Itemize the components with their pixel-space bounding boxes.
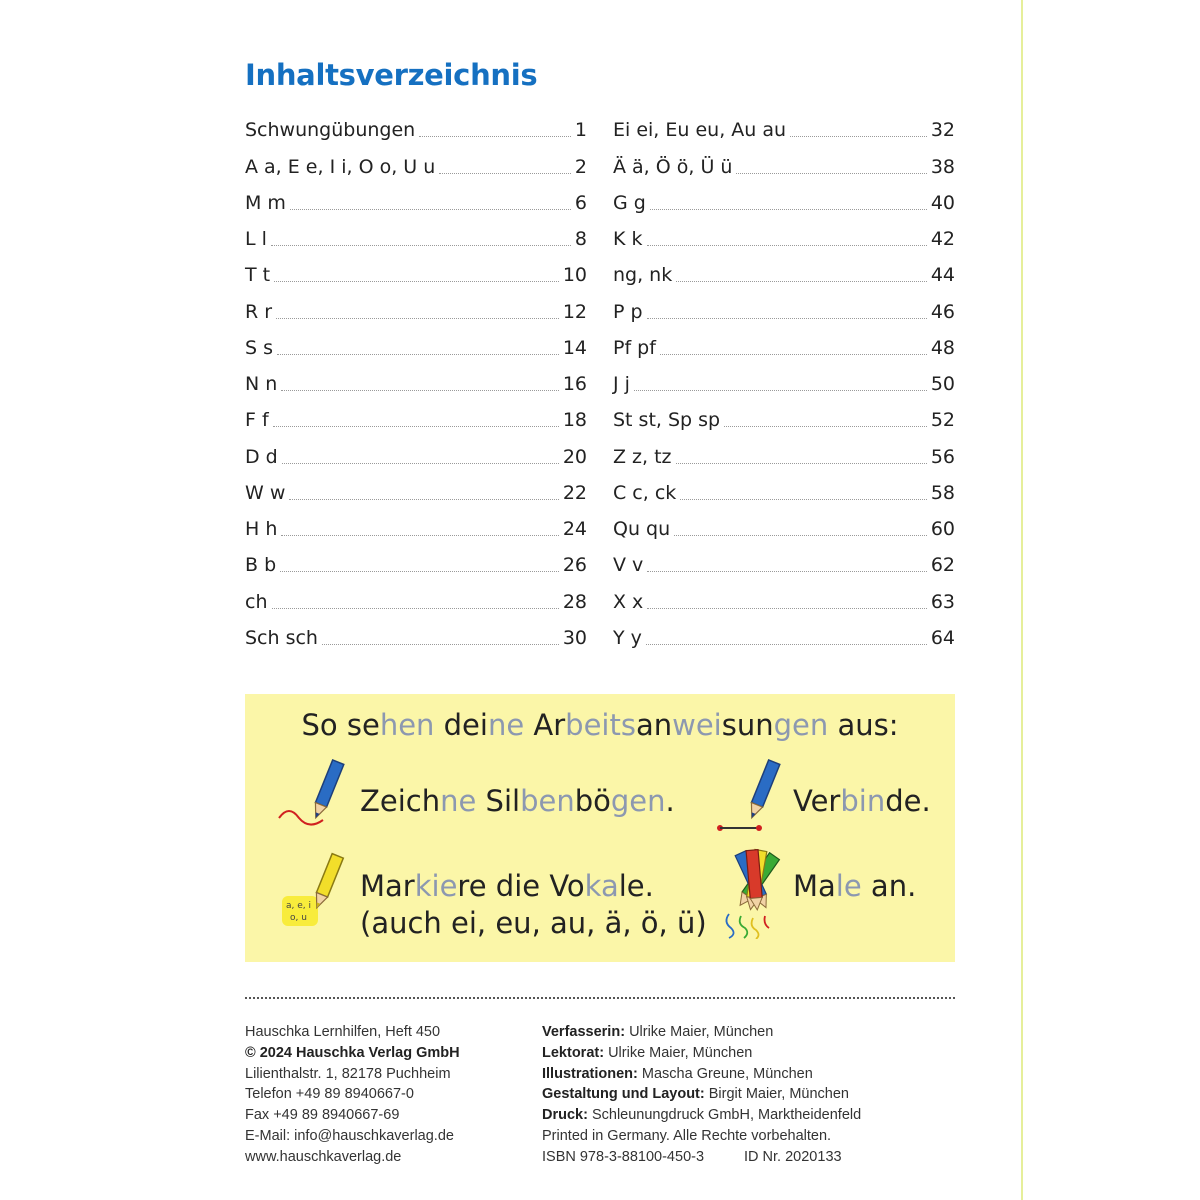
toc-entry-label: ng, nk <box>613 266 672 289</box>
imprint-credit-label: Lektorat: <box>542 1044 605 1061</box>
instruction-connect <box>793 783 931 819</box>
syllable: Sil <box>485 784 521 818</box>
syllable: ka <box>584 869 619 903</box>
toc-entry <box>245 217 587 253</box>
colored-pencils-icon <box>715 844 795 939</box>
toc-entry <box>245 507 587 543</box>
imprint-credit-label: Druck: <box>542 1107 588 1124</box>
toc-entry-page: 1 <box>574 119 587 142</box>
imprint-credit-label: Verfasserin: <box>542 1024 626 1040</box>
isbn: ISBN 978-3-88100-450-3 <box>542 1148 705 1165</box>
syllable: So <box>301 708 338 742</box>
imprint-line: Telefon +49 89 8940667-0 <box>245 1086 414 1103</box>
toc-dot-leader <box>676 463 927 464</box>
syllable: re <box>457 869 487 903</box>
toc-entry <box>613 181 955 217</box>
imprint-credit-row <box>542 1105 861 1126</box>
imprint-credit-row <box>542 1022 861 1043</box>
toc-entry-page: 60 <box>930 518 955 540</box>
toc-entry-label: Ei ei, Eu eu, Au au <box>613 121 786 144</box>
toc-entry-label: N n <box>245 375 277 398</box>
imprint-line: Lilienthalstr. 1, 82178 Puchheim <box>245 1065 451 1082</box>
toc-entry <box>613 326 955 362</box>
syllable: se <box>346 708 380 742</box>
syllable: ben <box>520 784 575 818</box>
toc-entry-page: 26 <box>562 554 587 577</box>
imprint-credit-value: Ulrike Maier, München <box>608 1044 753 1061</box>
toc-entry-label: P p <box>613 303 643 326</box>
toc-dot-leader <box>280 571 559 572</box>
toc-entry-label: X x <box>613 593 643 616</box>
toc-entry-page: 20 <box>562 445 587 468</box>
toc-entry <box>613 616 955 652</box>
imprint-credits <box>542 1022 861 1168</box>
toc-entry-label: G g <box>613 194 646 217</box>
instruction-mark-vowels <box>360 868 654 904</box>
toc-entry <box>613 144 955 180</box>
toc-entry <box>245 362 587 398</box>
toc-entry-label: St st, Sp sp <box>613 411 720 434</box>
imprint-credit-value: Printed in Germany. Alle Rechte vorbehalten. <box>542 1127 832 1144</box>
toc-entry-page: 44 <box>930 264 955 287</box>
toc-entry-page: 18 <box>562 409 587 432</box>
imprint-credit-value: Birgit Maier, München <box>708 1086 849 1103</box>
toc-entry-page: 12 <box>562 300 587 323</box>
toc-entry-page: 16 <box>562 373 587 395</box>
toc-entry-page: 2 <box>574 155 587 178</box>
toc-entry-page: 50 <box>930 373 955 395</box>
toc-dot-leader <box>724 426 927 427</box>
toc-entry-page: 40 <box>930 191 955 214</box>
syllable: Vo <box>549 869 585 903</box>
page-title: Inhaltsverzeichnis <box>245 58 538 92</box>
marker-vowels-line1: a, e, i <box>286 901 311 911</box>
toc-dot-leader <box>289 499 558 500</box>
yellow-marker-icon <box>280 852 360 932</box>
syllable <box>862 869 871 903</box>
imprint-credit-label: Illustrationen: <box>542 1065 638 1082</box>
toc-entry-label: Qu qu <box>613 520 670 543</box>
instruction-draw-syllable-arcs <box>360 783 675 819</box>
syllable: aus: <box>837 708 899 742</box>
syllable: kie <box>414 869 458 903</box>
toc-entry-label: Y y <box>613 629 642 652</box>
toc-dot-leader <box>439 173 571 174</box>
imprint-credit-row <box>542 1064 861 1085</box>
blue-pencil-arc-icon <box>275 756 355 831</box>
toc-entry-label: Sch sch <box>245 629 318 652</box>
toc-dot-leader <box>634 390 927 391</box>
toc-entry-page: 56 <box>930 445 955 468</box>
syllable: beits <box>565 708 636 742</box>
toc-entry-label: W w <box>245 484 285 507</box>
toc-dot-leader <box>647 571 927 572</box>
toc-entry-label: L l <box>245 230 267 253</box>
toc-entry-label: V v <box>613 556 643 579</box>
toc-entry-label: Schwungübungen <box>245 121 415 144</box>
toc-entry <box>245 471 587 507</box>
syllable: le <box>618 869 645 903</box>
syllable: bö <box>574 784 611 818</box>
toc-entry-label: Z z, tz <box>613 448 672 471</box>
toc-entry <box>245 253 587 289</box>
toc-entry-label: ch <box>245 593 268 616</box>
toc-dot-leader <box>277 354 559 355</box>
imprint-divider <box>245 997 955 999</box>
syllable: die <box>495 869 541 903</box>
syllable: le <box>835 869 862 903</box>
toc-entry-label: C c, ck <box>613 484 676 507</box>
toc-entry-label: A a, E e, I i, O o, U u <box>245 158 435 181</box>
toc-entry <box>245 398 587 434</box>
syllable: dei <box>443 708 488 742</box>
toc-dot-leader <box>322 644 559 645</box>
toc-entry <box>613 362 955 398</box>
imprint-credit-row <box>542 1126 861 1147</box>
toc-entry-label: F f <box>245 411 269 434</box>
syllable <box>476 784 485 818</box>
syllable: gen <box>610 784 666 818</box>
imprint-credit-value: Mascha Greune, München <box>641 1065 813 1082</box>
imprint-credit-value: Schleunungdruck GmbH, Marktheidenfeld <box>591 1107 862 1124</box>
toc-dot-leader <box>647 245 927 246</box>
imprint-line: Fax +49 89 8940667-69 <box>245 1107 400 1124</box>
syllable <box>487 869 496 903</box>
syllable: Ma <box>793 869 836 903</box>
toc-entry-page: 8 <box>574 228 587 250</box>
syllable: Ar <box>533 708 566 742</box>
syllable: Mar <box>360 869 415 903</box>
blue-pencil-connect-icon <box>715 756 785 836</box>
syllable: hen <box>379 708 435 742</box>
marker-vowels-line2: o, u <box>290 913 307 923</box>
toc-entry <box>613 434 955 470</box>
syllable: de <box>885 784 922 818</box>
toc-entry <box>613 253 955 289</box>
toc-entry <box>613 398 955 434</box>
toc-dot-leader <box>646 644 927 645</box>
toc-entry-label: R r <box>245 303 272 326</box>
toc-dot-leader <box>660 354 927 355</box>
toc-dot-leader <box>419 136 571 137</box>
imprint-isbn-row <box>542 1147 861 1168</box>
toc-entry-label: J j <box>613 375 630 398</box>
toc-entry-page: 64 <box>930 626 955 649</box>
toc-dot-leader <box>281 390 559 391</box>
toc-dot-leader <box>650 209 927 210</box>
syllable: an <box>870 869 908 903</box>
syllable <box>434 708 443 742</box>
toc-dot-leader <box>276 318 559 319</box>
toc-dot-leader <box>647 318 927 319</box>
toc-entry-page: 63 <box>930 590 955 613</box>
syllable <box>540 869 549 903</box>
page-edge-line <box>1021 0 1023 1200</box>
toc-entry <box>245 326 587 362</box>
syllable: sun <box>721 708 774 742</box>
toc-dot-leader <box>736 173 926 174</box>
toc-entry-page: 10 <box>562 264 587 287</box>
imprint-credit-row <box>542 1043 861 1064</box>
toc-entry <box>245 108 587 144</box>
id-number: ID Nr. 2020133 <box>744 1148 842 1165</box>
toc-dot-leader <box>273 426 559 427</box>
syllable: Zeich <box>360 784 441 818</box>
syllable: . <box>907 869 917 903</box>
toc-entry-label: H h <box>245 520 277 543</box>
toc-entry-page: 22 <box>562 481 587 504</box>
imprint-line: E-Mail: info@hauschkaverlag.de <box>245 1127 454 1144</box>
toc-entry <box>613 507 955 543</box>
toc-entry-page: 58 <box>930 481 955 504</box>
toc-entry <box>613 108 955 144</box>
imprint-credit-label: Gestaltung und Layout: <box>542 1086 705 1103</box>
toc-entry-page: 48 <box>930 336 955 359</box>
toc-entry <box>245 543 587 579</box>
toc-entry-label: M m <box>245 194 286 217</box>
syllable: wei <box>672 708 722 742</box>
imprint-line: Hauschka Lernhilfen, Heft 450 <box>245 1024 441 1040</box>
toc-entry-label: T t <box>245 266 270 289</box>
syllable: bin <box>840 784 886 818</box>
toc-dot-leader <box>271 245 571 246</box>
syllable: . <box>644 869 654 903</box>
imprint-publisher <box>245 1022 460 1168</box>
toc-dot-leader <box>676 281 927 282</box>
syllable: ne <box>487 708 525 742</box>
toc-entry-label: Pf pf <box>613 339 656 362</box>
toc-dot-leader <box>282 463 559 464</box>
toc-column-right <box>613 108 955 652</box>
toc-entry-page: 62 <box>930 554 955 577</box>
toc-entry <box>613 289 955 325</box>
toc-entry <box>245 434 587 470</box>
toc-entry <box>245 144 587 180</box>
toc-entry <box>613 217 955 253</box>
instructions-heading <box>245 708 955 742</box>
toc-dot-leader <box>290 209 571 210</box>
instructions-box <box>245 694 955 962</box>
toc-entry <box>245 579 587 615</box>
toc-entry-page: 42 <box>930 228 955 250</box>
syllable <box>338 708 347 742</box>
toc-dot-leader <box>647 608 927 609</box>
toc-entry <box>245 616 587 652</box>
syllable: ne <box>440 784 477 818</box>
toc-entry <box>245 289 587 325</box>
toc-column-left <box>245 108 587 652</box>
imprint-line: © 2024 Hauschka Verlag GmbH <box>245 1044 460 1061</box>
imprint-credit-value: Ulrike Maier, München <box>629 1024 774 1040</box>
toc-dot-leader <box>790 136 927 137</box>
toc-dot-leader <box>274 281 559 282</box>
toc-entry-label: D d <box>245 448 278 471</box>
toc-entry-page: 38 <box>930 155 955 178</box>
toc-entry-page: 32 <box>930 119 955 142</box>
toc-entry <box>245 181 587 217</box>
toc-entry-label: K k <box>613 230 643 253</box>
syllable: gen <box>773 708 829 742</box>
toc-entry-label: B b <box>245 556 276 579</box>
toc-entry-page: 28 <box>562 590 587 613</box>
syllable: . <box>921 784 931 818</box>
toc-entry <box>613 543 955 579</box>
toc-entry-page: 30 <box>562 626 587 649</box>
syllable: an <box>635 708 673 742</box>
toc-entry-page: 14 <box>562 336 587 359</box>
toc-dot-leader <box>674 535 927 536</box>
toc-entry-page: 52 <box>930 409 955 432</box>
imprint-line: www.hauschkaverlag.de <box>245 1148 402 1165</box>
toc-entry-label: S s <box>245 339 273 362</box>
toc-entry-page: 24 <box>562 518 587 540</box>
toc-entry-label: Ä ä, Ö ö, Ü ü <box>613 158 732 181</box>
toc-dot-leader <box>680 499 927 500</box>
toc-dot-leader <box>272 608 559 609</box>
imprint-credit-row <box>542 1084 861 1105</box>
toc-entry-page: 6 <box>574 191 587 214</box>
instruction-color-in <box>793 868 916 904</box>
instruction-mark-vowels-line2: (auch ei, eu, au, ä, ö, ü) <box>360 906 707 940</box>
syllable: . <box>665 784 675 818</box>
toc-entry <box>613 471 955 507</box>
toc-entry-page: 46 <box>930 300 955 323</box>
syllable: Ver <box>793 784 841 818</box>
toc-dot-leader <box>281 535 558 536</box>
toc-entry <box>613 579 955 615</box>
